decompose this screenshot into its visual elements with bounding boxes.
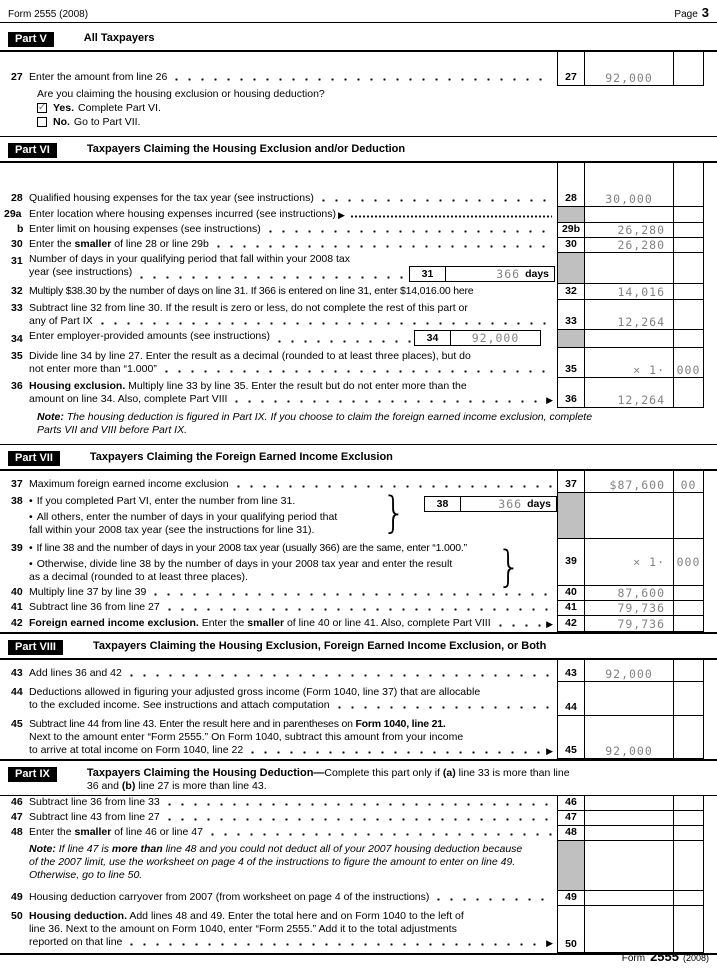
line-32-cents-field[interactable]	[673, 284, 704, 300]
line-39-bullet-2: Otherwise, divide line 38 by the number of days in your 2008 tax year and enter the result	[36, 558, 453, 570]
line-34-text: Enter employer-provided amounts (see instructions)	[29, 330, 271, 342]
part-vi-header	[0, 137, 717, 163]
part-viii-header	[0, 634, 717, 660]
line-38-row	[0, 487, 717, 539]
line-35-text-1: Divide line 34 by line 27. Enter the result as a decimal (rounded to at least three places), but do	[29, 350, 471, 362]
line-40-row	[0, 586, 717, 601]
line-44-row	[0, 682, 717, 716]
line-30-box-number: 30	[557, 238, 585, 253]
line-36-text-1: Housing exclusion. Multiply line 33 by line 35. Enter the result but do not enter more than the	[29, 380, 467, 392]
line-31-text-2: year (see instructions)	[29, 266, 133, 278]
line-37-text: Maximum foreign earned income exclusion	[29, 478, 229, 490]
line-44-cents-field[interactable]	[673, 682, 704, 716]
line-29b-cents-field[interactable]	[673, 223, 704, 238]
page-indicator: Page 3	[674, 5, 709, 20]
part-v-header	[0, 23, 717, 52]
page-header	[0, 0, 717, 23]
arrow-icon: ▶	[546, 746, 553, 756]
line-40-amount-field[interactable]: 87,600	[585, 586, 673, 601]
dotted-leader	[125, 674, 552, 677]
line-27-amount-field[interactable]: 92,000	[585, 52, 673, 86]
line-36-box-number: 36	[557, 378, 585, 408]
line-42-number: 42	[11, 617, 23, 629]
line-37-box-number: 37	[557, 471, 585, 493]
line-33-cents-field[interactable]	[673, 300, 704, 330]
line-34-row	[0, 330, 717, 348]
brace-glyph: }	[497, 541, 522, 592]
note-cents-cell	[673, 841, 704, 891]
line-28-number: 28	[11, 192, 23, 204]
line-45-amount-field[interactable]: 92,000	[585, 716, 673, 759]
line-31-text-1: Number of days in your qualifying period that fall within your 2008 tax	[29, 253, 351, 265]
dotted-leader	[246, 751, 541, 754]
yes-instruction: Complete Part VI.	[78, 102, 161, 114]
note-text: The housing deduction is figured in Part IX. If you choose to claim the foreign earned income exclusion, complete Parts VII and VIII before Part IX.	[37, 411, 593, 436]
line-47-box-number: 47	[557, 811, 585, 826]
line-50-box-number: 50	[557, 906, 585, 953]
line-33-row	[0, 300, 717, 330]
line-46-cents-field[interactable]	[673, 796, 704, 811]
line-49-number: 49	[11, 891, 23, 903]
line-50-number: 50	[11, 910, 23, 922]
line-32-box-number: 32	[557, 284, 585, 300]
yes-checkbox[interactable]	[37, 103, 47, 113]
dotted-leader	[163, 608, 552, 611]
line-31-number: 31	[11, 255, 23, 267]
arrow-icon: ▶	[338, 210, 345, 220]
yes-label: Yes.	[53, 102, 75, 114]
line-43-number: 43	[11, 667, 23, 679]
line-42-amount-field[interactable]: 79,736	[585, 616, 673, 632]
line-35-row	[0, 348, 717, 378]
line-37-cents-field[interactable]: 00	[673, 471, 704, 493]
bullet-icon: •	[29, 511, 33, 523]
line-31-inline-number: 31	[410, 267, 446, 281]
line-30-amount-field[interactable]: 26,280	[585, 238, 673, 253]
dotted-leader	[149, 593, 552, 596]
arrow-icon: ▶	[546, 395, 553, 405]
dotted-leader	[170, 78, 552, 81]
line-38-shaded-cell	[557, 493, 585, 539]
line-45-row	[0, 716, 717, 759]
line-45-text-1: Subtract line 44 from line 43. Enter the result here and in parentheses on Form 1040, line 21.	[29, 718, 446, 730]
line-36-cents-field[interactable]	[673, 378, 704, 408]
line-33-amount-field[interactable]: 12,264	[585, 300, 673, 330]
line-36-number: 36	[11, 380, 23, 392]
part-v-title: All Taxpayers	[83, 32, 155, 44]
part-ix-title: Taxpayers Claiming the Housing Deduction—Complete this part only if (a) line 33 is more than line 36 and (b) line 27 is more than line 43.	[86, 767, 570, 792]
line-38-bullet-2b: fall within your 2008 tax year (see the instructions for line 31).	[29, 524, 315, 536]
line-31-shaded-cell	[557, 253, 585, 284]
line-27-text: Enter the amount from line 26	[29, 71, 168, 83]
dotted-leader	[163, 803, 552, 806]
line-49-box-number: 49	[557, 891, 585, 906]
housing-question-block	[0, 86, 717, 136]
line-45-text-3: to arrive at total income on Form 1040, line 22	[29, 744, 244, 756]
line-39-cents-field[interactable]: 000	[673, 539, 704, 586]
line-28-text: Qualified housing expenses for the tax year (see instructions)	[29, 192, 314, 204]
note-shaded-cell	[557, 841, 585, 891]
line-41-amount-field[interactable]: 79,736	[585, 601, 673, 616]
form-id: Form 2555 (2008)	[8, 9, 89, 20]
line-46-box-number: 46	[557, 796, 585, 811]
line-33-text-1: Subtract line 32 from line 30. If the result is zero or less, do not complete the rest of this part or	[29, 302, 468, 314]
line-38-number: 38	[11, 495, 23, 507]
line-29b-number: b	[17, 223, 24, 235]
line-39-box-number: 39	[557, 539, 585, 586]
line-29a-cents-cell	[673, 207, 704, 223]
part-vi-note	[0, 408, 597, 444]
line-43-amount-field[interactable]: 92,000	[585, 660, 673, 682]
dotted-leader	[273, 340, 411, 343]
line-44-text-1: Deductions allowed in figuring your adjusted gross income (Form 1040, line 37) that are allocable	[29, 686, 481, 698]
line-34-inline-box	[414, 330, 541, 346]
part-vi-section	[0, 136, 717, 444]
line-27-cents-field[interactable]	[673, 52, 704, 86]
check-icon: ✓	[37, 102, 47, 113]
line-34-shaded-cell	[557, 330, 585, 348]
line-47-text: Subtract line 43 from line 27	[29, 811, 160, 823]
line-37-row	[0, 471, 717, 493]
line-30-cents-field[interactable]	[673, 238, 704, 253]
page-footer	[622, 949, 709, 964]
line-45-box-number: 45	[557, 716, 585, 759]
page-number: 3	[701, 5, 709, 20]
line-47-amount-field[interactable]	[585, 811, 673, 826]
no-instruction: Go to Part VII.	[73, 116, 141, 128]
line-38-bullet-2: All others, enter the number of days in your qualifying period that	[36, 511, 338, 523]
line-29a-amount-cell	[585, 207, 673, 223]
line-39-bullet-2b: as a decimal (rounded to at least three places).	[29, 571, 248, 583]
line-41-row	[0, 601, 717, 616]
line-36-amount-field[interactable]: 12,264	[585, 378, 673, 408]
line-35-cents-field[interactable]: 000	[673, 348, 704, 378]
no-checkbox[interactable]	[37, 117, 47, 127]
line-35-text-2: not enter more than “1.000”	[29, 363, 157, 375]
line-28-row	[0, 163, 717, 207]
line-36-row	[0, 378, 717, 408]
line-46-row	[0, 796, 717, 811]
footer-form-number: 2555	[650, 949, 679, 964]
part-vi-title: Taxpayers Claiming the Housing Exclusion and/or Deduction	[86, 143, 406, 155]
line-38-bullet-1: If you completed Part VI, enter the number from line 31.	[36, 495, 296, 507]
line-41-text: Subtract line 36 from line 27	[29, 601, 160, 613]
line-40-text: Multiply line 37 by line 39	[29, 586, 147, 598]
bullet-icon: •	[29, 558, 33, 570]
line-42-text: Foreign earned income exclusion. Enter the smaller of line 40 or line 41. Also, complete Part VIII	[29, 617, 491, 629]
line-41-cents-field[interactable]	[673, 601, 704, 616]
line-48-box-number: 48	[557, 826, 585, 841]
line-31-inline-box	[409, 266, 555, 282]
line-40-cents-field[interactable]	[673, 586, 704, 601]
part-vii-title: Taxpayers Claiming the Foreign Earned Income Exclusion	[89, 451, 393, 463]
part-vii-header	[0, 445, 717, 471]
line-34-amount-cell	[585, 330, 673, 348]
line-50-amount-field[interactable]	[585, 906, 673, 953]
line-29b-row	[0, 223, 717, 238]
dotted-leader	[494, 624, 541, 627]
housing-question: Are you claiming the housing exclusion or housing deduction?	[37, 88, 325, 100]
line-46-number: 46	[11, 796, 23, 808]
dotted-leader	[432, 898, 552, 901]
line-34-amount-field[interactable]: 92,000	[471, 331, 520, 345]
dotted-leader	[333, 706, 552, 709]
line-32-number: 32	[11, 285, 23, 297]
line-33-box-number: 33	[557, 300, 585, 330]
line-43-row	[0, 660, 717, 682]
line-29a-shaded-cell	[557, 207, 585, 223]
line-45-cents-field[interactable]	[673, 716, 704, 759]
dotted-leader	[163, 818, 552, 821]
line-29a-number: 29a	[4, 208, 22, 220]
line-36-text-2: amount on line 34. Also, complete Part VIII	[29, 393, 228, 405]
brace-glyph: }	[382, 487, 407, 538]
line-42-cents-field[interactable]	[673, 616, 704, 632]
line-44-box-number: 44	[557, 682, 585, 716]
line-34-inline-number: 34	[415, 331, 451, 345]
line-39-amount-field[interactable]: × 1·	[585, 539, 673, 586]
line-47-number: 47	[11, 811, 23, 823]
arrow-icon: ▶	[546, 619, 553, 629]
line-42-row	[0, 616, 717, 632]
line-41-number: 41	[11, 601, 23, 613]
line-44-text-2: to the excluded income. See instructions and attach computation	[29, 699, 330, 711]
line-29a-text: Enter location where housing expenses incurred (see instructions)	[29, 208, 336, 220]
line-39-number: 39	[11, 542, 23, 554]
dotted-leader	[212, 245, 552, 248]
line-49-cents-field[interactable]	[673, 891, 704, 906]
dotted-leader	[160, 370, 552, 373]
part-v-section	[0, 23, 717, 136]
line-34-number: 34	[11, 333, 23, 345]
line-48-cents-field[interactable]	[673, 826, 704, 841]
line-35-amount-field[interactable]: × 1·	[585, 348, 673, 378]
line-45-number: 45	[11, 718, 23, 730]
line-48-number: 48	[11, 826, 23, 838]
line-45-text-2: Next to the amount enter “Form 2555.” On Form 1040, subtract this amount from your income	[29, 731, 464, 743]
line-38-days-field[interactable]: 366 days	[498, 497, 551, 511]
line-50-cents-field[interactable]	[673, 906, 704, 953]
note-label: Note:	[29, 843, 56, 855]
part-viii-label: Part VIII	[8, 640, 63, 655]
line-32-amount-field[interactable]: 14,016	[585, 284, 673, 300]
note-amount-cell	[585, 841, 673, 891]
line-41-box-number: 41	[557, 601, 585, 616]
line-43-box-number: 43	[557, 660, 585, 682]
location-entry-field[interactable]	[350, 215, 552, 218]
line-43-text: Add lines 36 and 42	[29, 667, 122, 679]
line-50-row	[0, 906, 717, 953]
dotted-leader	[264, 230, 552, 233]
line-30-row	[0, 238, 717, 253]
part-ix-note-row	[0, 841, 717, 891]
line-37-amount-field[interactable]: $87,600	[585, 471, 673, 493]
line-47-row	[0, 811, 717, 826]
line-37-number: 37	[11, 478, 23, 490]
part-viii-section	[0, 632, 717, 759]
footer-form-label: Form	[621, 953, 646, 964]
line-27-row	[0, 52, 717, 86]
line-49-text: Housing deduction carryover from 2007 (from worksheet on page 4 of the instructions)	[29, 891, 430, 903]
dotted-leader	[230, 400, 541, 403]
line-27-number: 27	[11, 71, 23, 83]
line-30-text: Enter the smaller of line 28 or line 29b	[29, 238, 209, 250]
line-35-number: 35	[11, 350, 23, 362]
dotted-leader	[317, 199, 552, 202]
part-v-label: Part V	[8, 32, 54, 47]
line-47-cents-field[interactable]	[673, 811, 704, 826]
line-29b-text: Enter limit on housing expenses (see instructions)	[29, 223, 261, 235]
line-31-row	[0, 253, 717, 284]
line-31-days-field[interactable]: 366 days	[496, 267, 549, 281]
line-43-cents-field[interactable]	[673, 660, 704, 682]
line-50-text-3: reported on that line	[29, 936, 123, 948]
line-38-cents-cell	[673, 493, 704, 539]
line-48-amount-field[interactable]	[585, 826, 673, 841]
line-39-bullet-1: If line 38 and the number of days in your 2008 tax year (usually 366) are the same, enter “1.000.”	[36, 542, 467, 554]
arrow-icon: ▶	[546, 938, 553, 948]
line-28-cents-field[interactable]	[673, 163, 704, 207]
line-40-box-number: 40	[557, 586, 585, 601]
part-vi-label: Part VI	[8, 143, 57, 158]
part-ix-note: Note: If line 47 is more than line 48 and you could not deduct all of your 2007 housing deduction because of the 2007 limit, use the worksheet on page 4 of the instructions to figure the amount to enter on line 49. Otherwise, go to line 50.	[29, 843, 523, 881]
line-28-box-number: 28	[557, 163, 585, 207]
line-50-text-1: Housing deduction. Add lines 48 and 49. Enter the total here and on Form 1040 to the left of	[29, 910, 464, 922]
no-label: No.	[53, 116, 70, 128]
line-33-text-2: any of Part IX	[29, 315, 93, 327]
part-ix-header	[0, 761, 717, 796]
note-label: Note:	[37, 411, 64, 423]
line-38-inline-number: 38	[425, 497, 461, 511]
bullet-icon: •	[29, 542, 33, 554]
bottom-rule	[0, 953, 717, 955]
line-29b-box-number: 29b	[557, 223, 585, 238]
line-46-amount-field[interactable]	[585, 796, 673, 811]
dotted-leader	[135, 276, 406, 279]
line-28-amount-field[interactable]: 30,000	[585, 163, 673, 207]
line-30-number: 30	[11, 238, 23, 250]
line-29b-amount-field[interactable]: 26,280	[585, 223, 673, 238]
dotted-leader	[206, 833, 552, 836]
line-34-cents-cell	[673, 330, 704, 348]
line-48-text: Enter the smaller of line 46 or line 47	[29, 826, 203, 838]
bullet-icon: •	[29, 495, 33, 507]
line-29a-row	[0, 207, 717, 223]
line-46-text: Subtract line 36 from line 33	[29, 796, 160, 808]
line-49-row	[0, 891, 717, 906]
line-50-text-2: line 36. Next to the amount on Form 1040, enter “Form 2555.” Add it to the total adjustments	[29, 923, 457, 935]
line-42-box-number: 42	[557, 616, 585, 632]
line-49-amount-field[interactable]	[585, 891, 673, 906]
line-48-row	[0, 826, 717, 841]
part-viii-title: Taxpayers Claiming the Housing Exclusion, Foreign Earned Income Exclusion, or Both	[92, 640, 547, 652]
line-35-box-number: 35	[557, 348, 585, 378]
part-ix-section	[0, 759, 717, 953]
line-32-row	[0, 284, 717, 300]
part-vii-label: Part VII	[8, 451, 60, 466]
line-31-cents-cell	[673, 253, 704, 284]
line-32-text: Multiply $38.30 by the number of days on line 31. If 366 is entered on line 31, enter $14,016.00 here	[29, 285, 474, 297]
line-31-amount-cell	[585, 253, 673, 284]
part-vii-section	[0, 444, 717, 632]
line-38-inline-box	[424, 496, 557, 512]
footer-form-year: (2008)	[682, 953, 709, 963]
dotted-leader	[125, 943, 541, 946]
part-ix-label: Part IX	[8, 767, 57, 782]
line-44-amount-field[interactable]	[585, 682, 673, 716]
line-38-amount-cell	[585, 493, 673, 539]
line-40-number: 40	[11, 586, 23, 598]
line-27-box-number: 27	[557, 52, 585, 86]
line-44-number: 44	[11, 686, 23, 698]
dotted-leader	[96, 322, 552, 325]
line-33-number: 33	[11, 302, 23, 314]
